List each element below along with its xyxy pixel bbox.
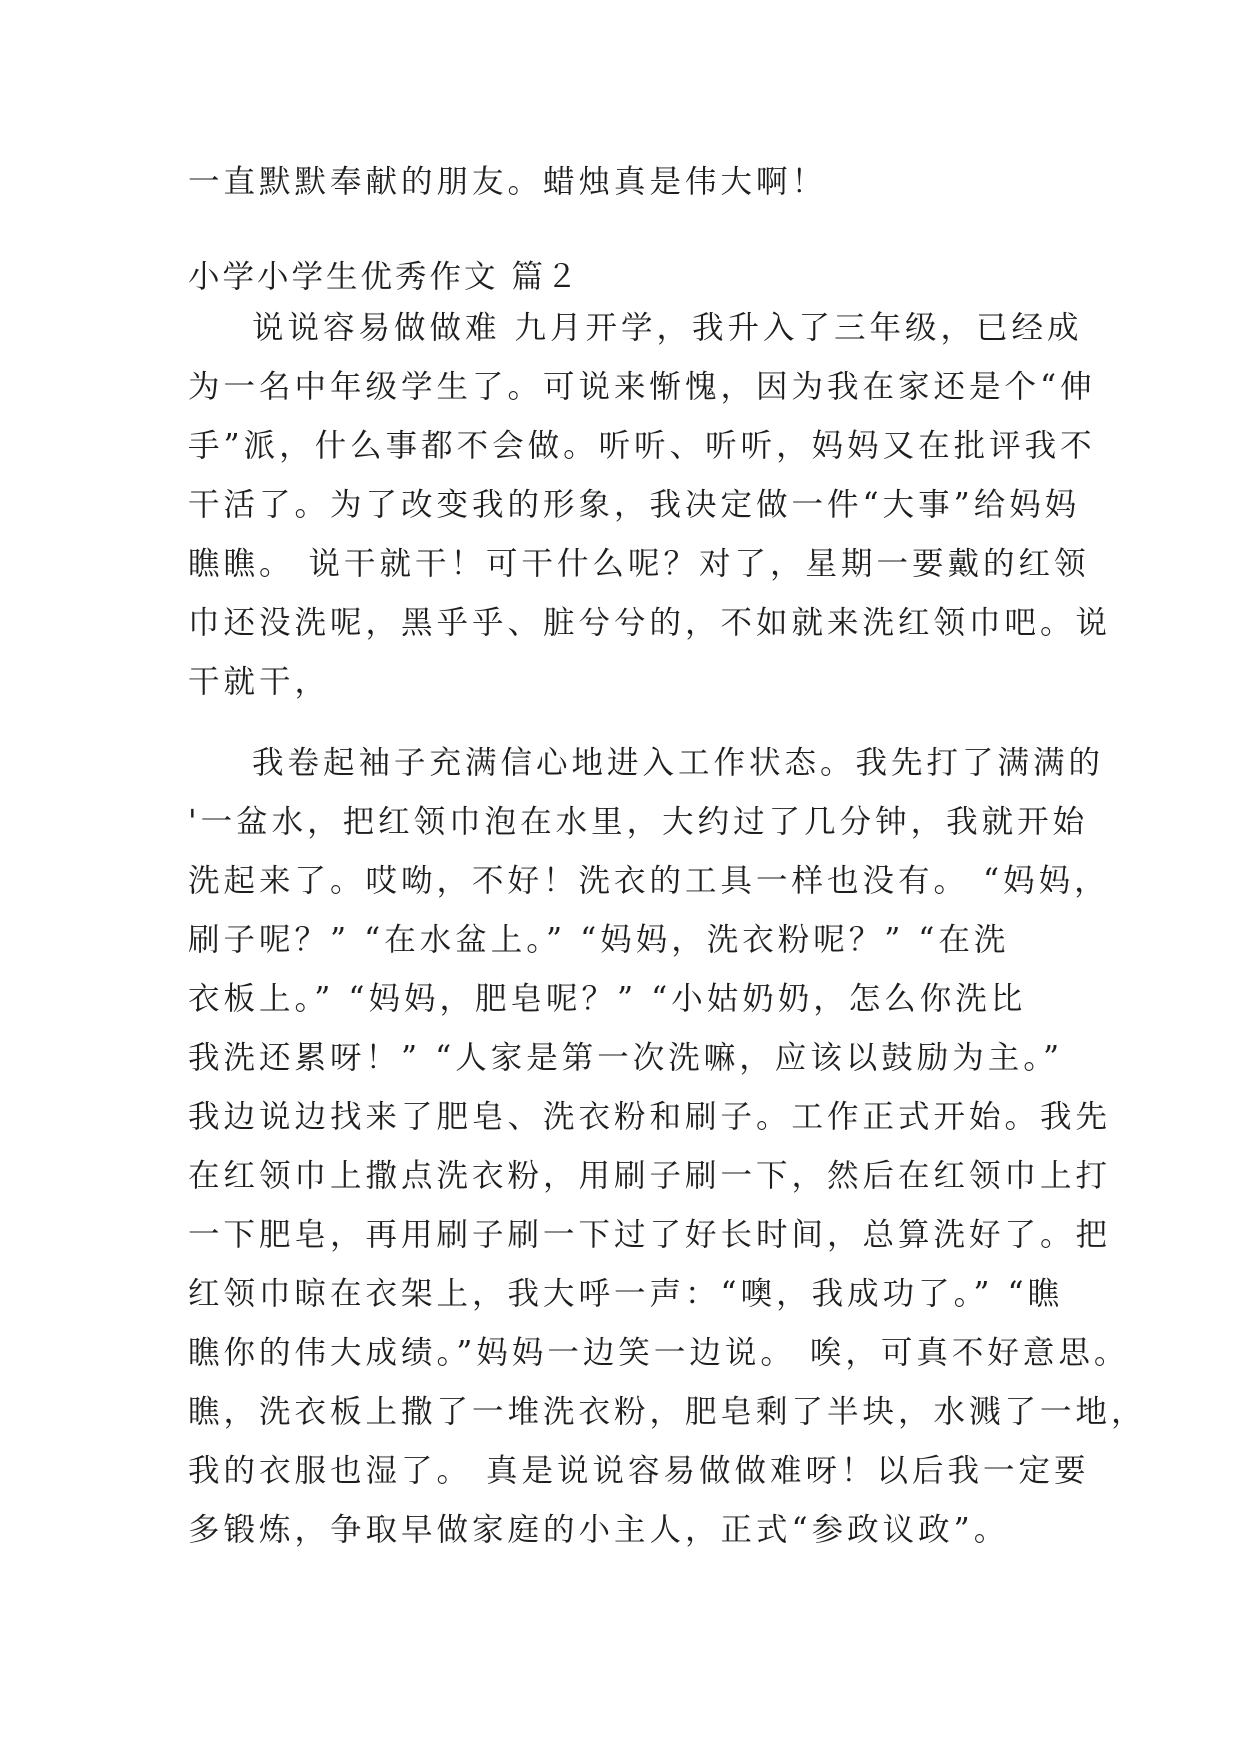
paragraph-line: 红领巾晾在衣架上，我大呼一声：“噢，我成功了。” “瞧	[188, 1276, 1064, 1312]
paragraph-line: 我洗还累呀！” “人家是第一次洗嘛，应该以鼓励为主。”	[188, 1040, 1064, 1076]
paragraph-line: 一下肥皂，再用刷子刷一下过了好长时间，总算洗好了。把	[188, 1217, 1112, 1253]
paragraph-line: 多锻炼，争取早做家庭的小主人，正式“参政议政”。	[188, 1512, 1010, 1548]
article-heading: 小学小学生优秀作文 篇２	[188, 259, 581, 295]
paragraph-line: 刷子呢？” “在水盆上。” “妈妈，洗衣粉呢？” “在洗	[188, 922, 1010, 958]
paragraph-line: 衣板上。” “妈妈，肥皂呢？” “小姑奶奶，怎么你洗比	[188, 981, 1027, 1017]
paragraph-line: 瞧瞧。 说干就干！可干什么呢？对了，星期一要戴的红领	[188, 546, 1090, 582]
paragraph-line: 干就干，	[188, 664, 331, 700]
paragraph-line: 我卷起袖子充满信心地进入工作状态。我先打了满满的	[252, 745, 1105, 781]
paragraph-line: 干活了。为了改变我的形象，我决定做一件“大事”给妈妈	[188, 487, 1081, 523]
paragraph-line: 洗起来了。哎呦，不好！洗衣的工具一样也没有。 “妈妈，	[188, 863, 1110, 899]
paragraph-line: 我的衣服也湿了。 真是说说容易做做难呀！以后我一定要	[188, 1453, 1090, 1489]
paragraph-line: 我边说边找来了肥皂、洗衣粉和刷子。工作正式开始。我先	[188, 1099, 1112, 1135]
paragraph-line: 为一名中年级学生了。可说来惭愧，因为我在家还是个“伸	[188, 369, 1096, 405]
paragraph-line: 瞧你的伟大成绩。”妈妈一边笑一边说。 唉，可真不好意思。	[188, 1335, 1130, 1371]
paragraph-line: '一盆水，把红领巾泡在水里，大约过了几分钟，我就开始	[188, 804, 1089, 840]
paragraph-line: 手”派，什么事都不会做。听听、听听，妈妈又在批评我不	[188, 428, 1096, 464]
paragraph-line: 说说容易做做难 九月开学，我升入了三年级，已经成	[252, 310, 1083, 346]
intro-line: 一直默默奉献的朋友。蜡烛真是伟大啊！	[188, 164, 828, 200]
paragraph-line: 巾还没洗呢，黑乎乎、脏兮兮的，不如就来洗红领巾吧。说	[188, 605, 1112, 641]
paragraph-line: 瞧，洗衣板上撒了一堆洗衣粉，肥皂剩了半块，水溅了一地，	[188, 1394, 1147, 1430]
paragraph-line: 在红领巾上撒点洗衣粉，用刷子刷一下，然后在红领巾上打	[188, 1158, 1112, 1194]
